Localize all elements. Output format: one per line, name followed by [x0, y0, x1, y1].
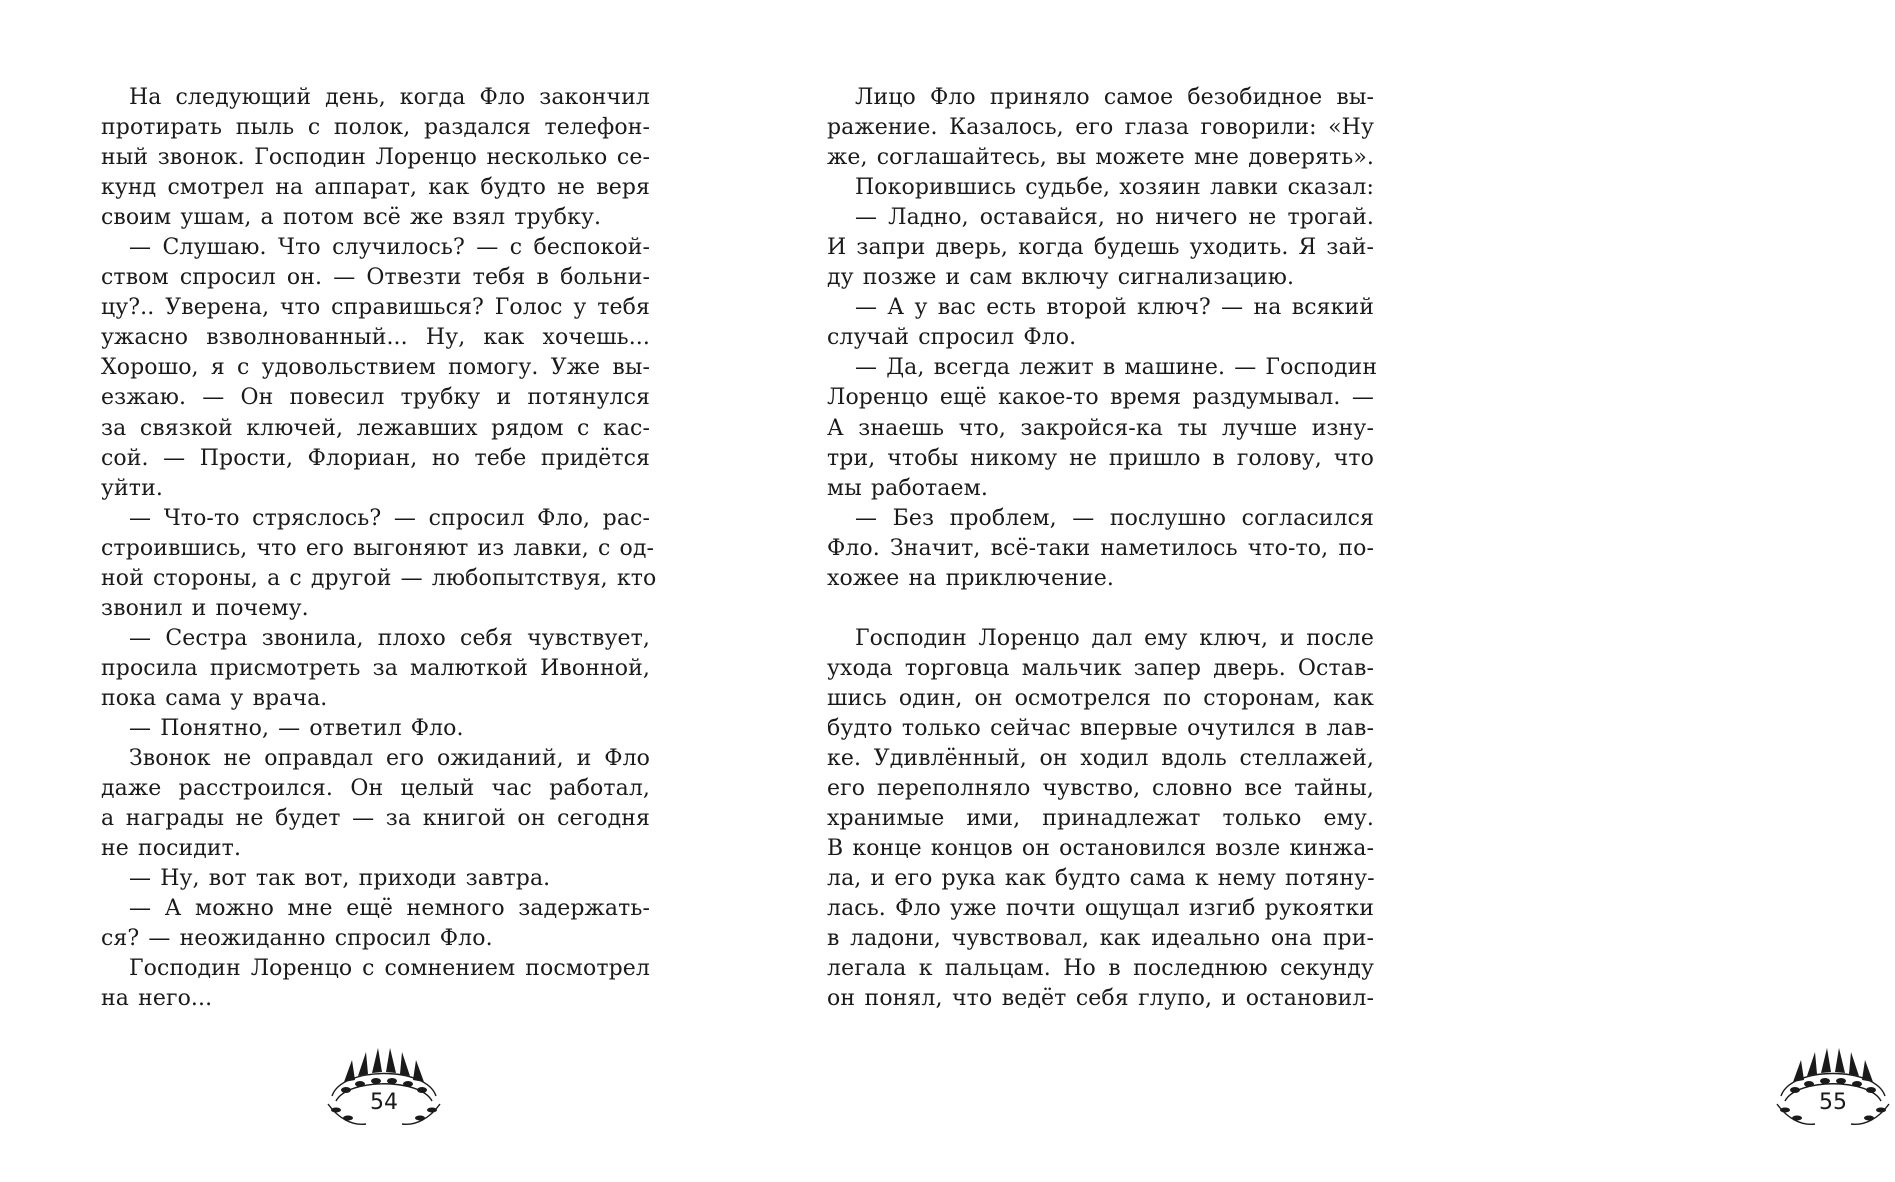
text-line: случай спросил Фло. — [827, 325, 1077, 351]
text-line: — Ладно, оставайся, но ничего не трогай. — [855, 205, 1374, 231]
text-line: — Понятно, — ответил Фло. — [129, 715, 464, 741]
text-line: ухода торговца мальчик запер дверь. Остав- — [827, 655, 1374, 681]
text-line: А знаешь что, закройся-ка ты лучше изну- — [827, 415, 1374, 441]
text-line: на него... — [101, 986, 213, 1012]
left-page — [0, 0, 738, 1182]
laurel-ornament-icon — [322, 1046, 446, 1132]
page-number-ornament — [322, 1046, 446, 1132]
left-page-text — [101, 83, 657, 1014]
text-line: На следующий день, когда Фло закончил — [129, 85, 650, 110]
text-line: — Без проблем, — послушно согласился — [855, 505, 1374, 531]
text-line: ду позже и сам включу сигнализацию. — [827, 265, 1295, 291]
text-line: кунд смотрел на аппарат, как будто не веря — [101, 175, 650, 201]
text-line: будто только сейчас впервые очутился в лав- — [827, 715, 1374, 741]
text-line: — А можно мне ещё немного задержать- — [129, 896, 650, 922]
right-page — [739, 0, 1847, 1182]
text-line: Лицо Фло приняло самое безобидное вы- — [855, 85, 1374, 110]
text-line: его переполняло чувство, словно все тайны, — [827, 776, 1374, 802]
text-line: хожее на приключение. — [827, 565, 1114, 591]
text-line: Господин Лоренцо с сомнением посмотрел — [129, 956, 650, 982]
text-line: сой. — Прости, Флориан, но тебе придётся — [101, 445, 650, 471]
text-line: ужасно взволнованный... Ну, как хочешь... — [101, 325, 650, 351]
text-line: протирать пыль с полок, раздался телефон- — [101, 115, 650, 141]
page-number: 54 — [370, 1090, 398, 1115]
text-line: просила присмотреть за малюткой Ивонной, — [101, 655, 650, 681]
text-line: Звонок не оправдал его ожиданий, и Фло — [129, 746, 650, 772]
text-line: ся? — неожиданно спросил Фло. — [101, 926, 493, 952]
text-line: пока сама у врача. — [101, 685, 328, 711]
text-line: И запри дверь, когда будешь уходить. Я зай- — [827, 235, 1374, 261]
text-line: — Да, всегда лежит в машине. — Господин — [855, 355, 1378, 381]
text-line: за связкой ключей, лежавших рядом с кас- — [101, 415, 650, 441]
text-line: Господин Лоренцо дал ему ключ, и после — [855, 625, 1374, 651]
text-line: строившись, что его выгоняют из лавки, с од- — [101, 535, 655, 561]
text-line: же, соглашайтесь, вы можете мне доверять». — [827, 145, 1374, 171]
text-line: в ладони, чувствовал, как идеально она при- — [827, 926, 1374, 952]
text-line: а награды не будет — за книгой он сегодня — [101, 806, 650, 832]
text-line: Лоренцо ещё какое-то время раздумывал. — — [827, 385, 1374, 411]
text-line: — Сестра звонила, плохо себя чувствует, — [129, 625, 650, 651]
text-line: Хорошо, я с удовольствием помогу. Уже вы- — [101, 355, 650, 381]
right-page-text — [827, 83, 1378, 1014]
page-number-ornament — [1771, 1046, 1895, 1132]
text-line: три, чтобы никому не пришло в голову, что — [827, 445, 1374, 471]
text-line: не посидит. — [101, 836, 242, 862]
text-line: своим ушам, а потом всё же взял трубку. — [101, 205, 602, 231]
text-line: — Слушаю. Что случилось? — с беспокой- — [129, 235, 650, 261]
text-line: цу?.. Уверена, что справишься? Голос у тебя — [101, 295, 650, 321]
text-line: ством спросил он. — Отвезти тебя в больни- — [101, 265, 650, 291]
text-line: даже расстроился. Он целый час работал, — [101, 776, 650, 802]
text-line: Покорившись судьбе, хозяин лавки сказал: — [855, 175, 1374, 201]
text-line: ла, и его рука как будто сама к нему потяну- — [827, 866, 1375, 892]
text-line: Фло. Значит, всё-таки наметилось что-то, по- — [827, 535, 1374, 561]
section-break — [827, 594, 1374, 624]
text-line: ный звонок. Господин Лоренцо несколько се- — [101, 145, 650, 171]
text-line: шись один, он осмотрелся по сторонам, как — [827, 685, 1374, 711]
laurel-ornament-icon — [1771, 1046, 1895, 1132]
text-line: ке. Удивлённый, он ходил вдоль стеллажей, — [827, 746, 1374, 772]
text-line: ной стороны, а с другой — любопытствуя, кто — [101, 565, 657, 591]
text-line: звонил и почему. — [101, 595, 309, 621]
text-line: ражение. Казалось, его глаза говорили: «Ну — [827, 115, 1374, 141]
text-line: мы работаем. — [827, 475, 988, 501]
text-line: легала к пальцам. Но в последнюю секунду — [827, 956, 1374, 982]
text-line: лась. Фло уже почти ощущал изгиб рукоятки — [827, 896, 1374, 922]
text-line: он понял, что ведёт себя глупо, и остановил- — [827, 986, 1374, 1012]
text-line: езжаю. — Он повесил трубку и потянулся — [101, 385, 650, 411]
text-line: хранимые ими, принадлежат только ему. — [827, 806, 1374, 832]
text-line: — Что-то стряслось? — спросил Фло, рас- — [129, 505, 650, 531]
page-number: 55 — [1819, 1090, 1847, 1115]
text-line: уйти. — [101, 475, 163, 501]
text-line: — А у вас есть второй ключ? — на всякий — [855, 295, 1374, 321]
text-line: — Ну, вот так вот, приходи завтра. — [129, 866, 551, 892]
text-line: В конце концов он остановился возле кинжа- — [827, 836, 1374, 862]
